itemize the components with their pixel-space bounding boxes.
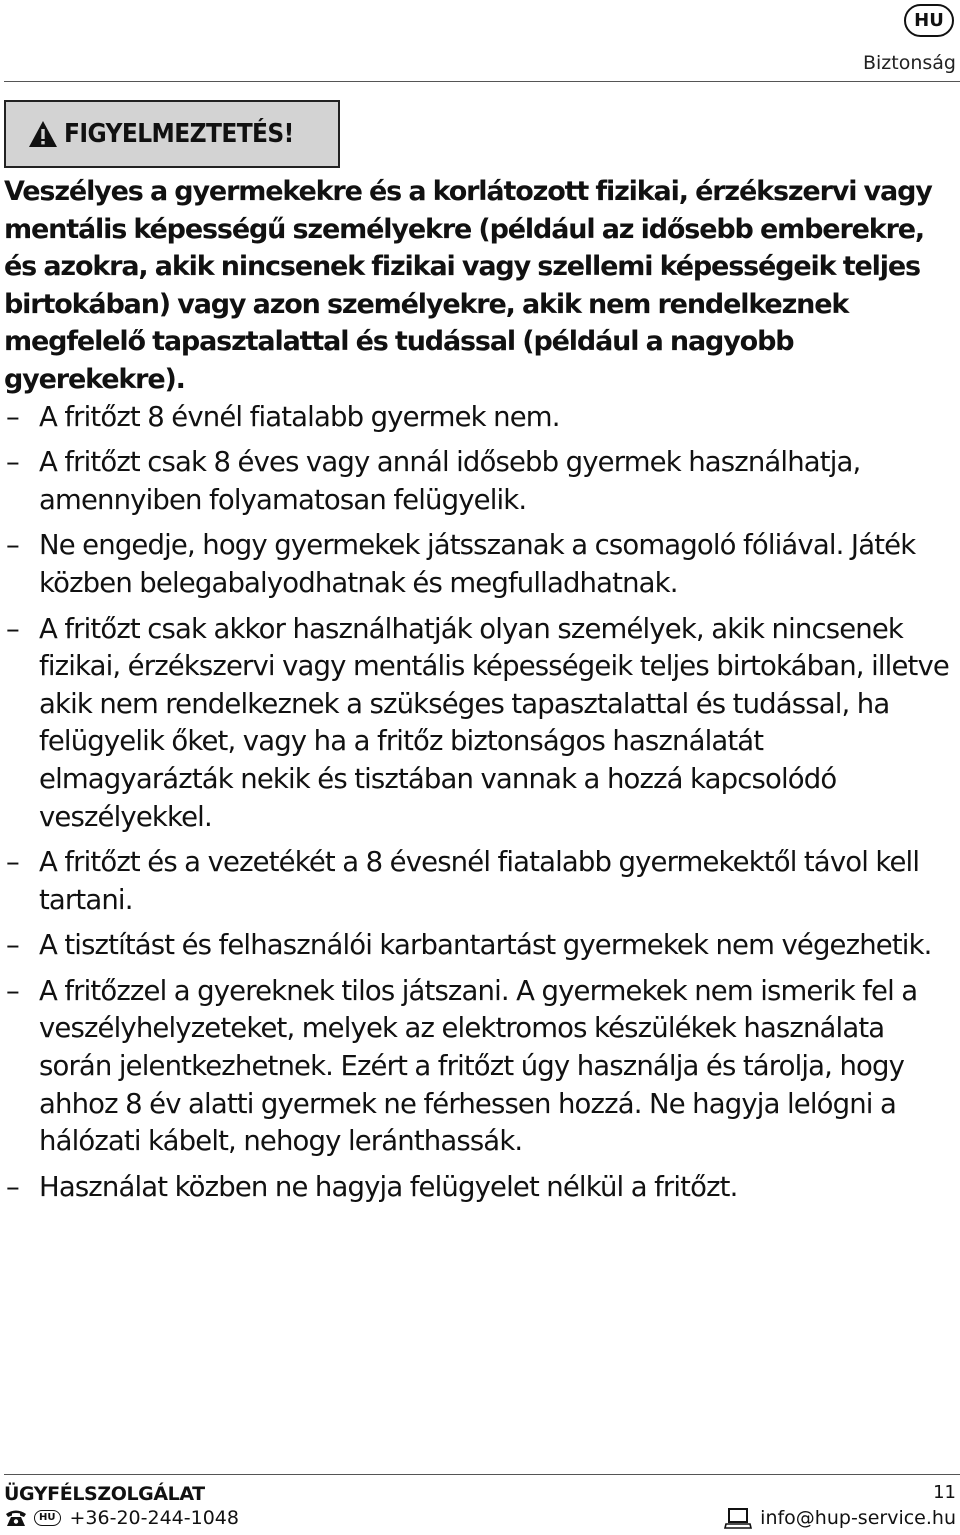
email-address: info@hup-service.hu xyxy=(760,1507,956,1529)
list-item xyxy=(4,844,956,919)
list-item-text: A fritőzt és a vezetékét a 8 évesnél fiatalabb gyermekektől távol kell tartani. xyxy=(39,846,920,916)
list-item xyxy=(4,1169,956,1207)
list-item xyxy=(4,973,956,1161)
bullet-dash: – xyxy=(6,929,19,962)
language-badge: HU xyxy=(904,4,954,37)
list-item xyxy=(4,611,956,837)
bullet-dash: – xyxy=(6,529,19,562)
header-divider xyxy=(4,81,960,82)
list-item-text: A tisztítást és felhasználói karbantartást gyermekek nem végezhetik. xyxy=(39,929,932,962)
list-item-text: Használat közben ne hagyja felügyelet nélkül a fritőzt. xyxy=(39,1170,738,1203)
warning-title: FIGYELMEZTETÉS! xyxy=(64,119,294,149)
phone-country-badge: HU xyxy=(34,1510,61,1526)
bullet-dash: – xyxy=(6,612,19,645)
bullet-dash: – xyxy=(6,1170,19,1203)
bullet-dash: – xyxy=(6,974,19,1007)
laptop-icon xyxy=(724,1507,752,1529)
section-title: Biztonság xyxy=(862,52,956,74)
telephone-icon xyxy=(4,1508,28,1528)
phone-number: +36-20-244-1048 xyxy=(69,1507,239,1529)
list-item-text: A fritőzt csak akkor használhatják olyan személyek, akik nincsenek fizikai, érzékszervi vagy mentális képességeik teljes birtokában, illetve akik nem rendelkeznek a szükséges tapasztalattal és tudással, ha felügyelik őket, vagy ha a fritőz biztonságos használatát elmagyarázták nekik és tisztában vannak a hozzá kapcsolódó veszélyekkel. xyxy=(39,612,949,833)
list-item-text: Ne engedje, hogy gyermekek játsszanak a csomagoló fóliával. Játék közben belegabalyodhatnak és megfulladhatnak. xyxy=(39,529,916,599)
list-item xyxy=(4,444,956,519)
warning-triangle-icon xyxy=(28,120,58,148)
list-item xyxy=(4,927,956,965)
footer-divider xyxy=(4,1474,960,1475)
list-item-text: A fritőzt 8 évnél fiatalabb gyermek nem. xyxy=(39,400,560,433)
bullet-dash: – xyxy=(6,446,19,479)
bullet-dash: – xyxy=(6,400,19,433)
customer-service-title: ÜGYFÉLSZOLGÁLAT xyxy=(4,1483,205,1505)
email-contact xyxy=(724,1507,956,1529)
safety-content xyxy=(4,173,956,1206)
hazard-intro: Veszélyes a gyermekekre és a korlátozott fizikai, érzékszervi vagy mentális képességű személyekre (például az idősebb emberekre, és azokra, akik nincsenek fizikai vagy szellemi képességeik teljes birtokában) vagy azon személyekre, akik nem rendelkeznek megfelelő tapasztalattal és tudással (például a nagyobb gyerekekre). xyxy=(4,176,932,395)
list-item-text: A fritőzzel a gyereknek tilos játszani. A gyermekek nem ismerik fel a veszélyhelyzeteket, melyek az elektromos készülékek használata során jelentkezhetnek. Ezért a fritőzt úgy használja és tárolja, hogy ahhoz 8 év alatti gyermek ne férhessen hozzá. Ne hagyja lelógni a hálózati kábelt, nehogy leránthassák. xyxy=(39,974,918,1158)
list-item-text: A fritőzt csak 8 éves vagy annál idősebb gyermek használhatja, amennyiben folyamatosan felügyelik. xyxy=(39,446,861,516)
list-item xyxy=(4,399,956,437)
list-item xyxy=(4,527,956,602)
page-number: 11 xyxy=(933,1482,956,1503)
hazard-list xyxy=(4,399,956,1207)
phone-contact xyxy=(4,1507,239,1529)
bullet-dash: – xyxy=(6,846,19,879)
warning-box xyxy=(4,100,340,168)
